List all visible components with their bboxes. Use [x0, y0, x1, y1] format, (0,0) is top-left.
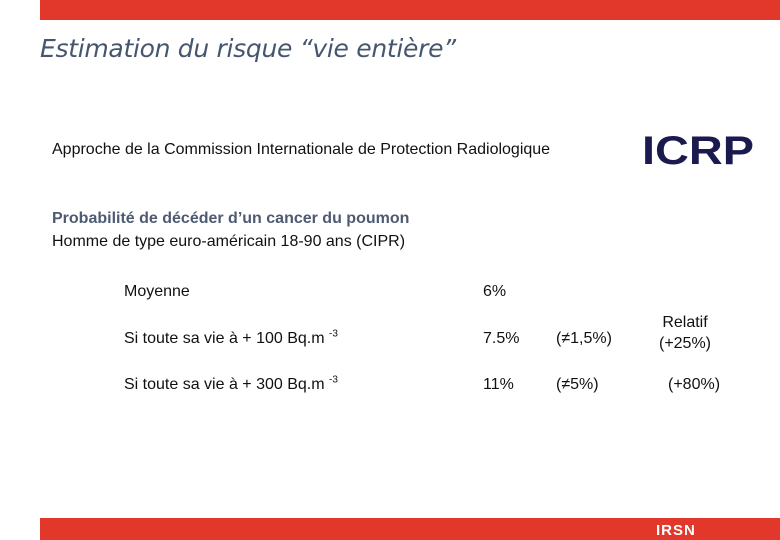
icrp-logo — [640, 128, 756, 170]
relative-value-300bq: (+80%) — [668, 376, 721, 393]
population-description: Homme de type euro-américain 18-90 ans (CIPR) — [52, 233, 406, 250]
commission-subtitle: Approche de la Commission Internationale de Protection Radiologique — [52, 141, 551, 158]
delta-value-100bq: (≠1,5%) — [556, 330, 612, 347]
relative-cell-100bq — [650, 312, 720, 354]
relative-header: Relatif — [662, 314, 708, 331]
row-label-moyenne: Moyenne — [124, 283, 190, 300]
risk-value-100bq: 7.5% — [483, 330, 520, 347]
risk-value-moyenne: 6% — [483, 283, 507, 300]
delta-value-300bq: (≠5%) — [556, 376, 599, 393]
slide-title: Estimation du risque “vie entière” — [40, 34, 456, 63]
icrp-logo-text: ICRP — [642, 129, 754, 170]
irsn-logo: IRSN — [656, 522, 696, 539]
risk-value-300bq: 11% — [483, 376, 514, 393]
top-accent-bar — [40, 0, 780, 20]
row-label-300bq-exponent: -3 — [329, 374, 338, 386]
row-label-300bq-text: Si toute sa vie à + 300 Bq.m — [124, 376, 325, 393]
row-label-300bq — [124, 376, 338, 394]
row-label-100bq — [124, 330, 338, 348]
row-label-100bq-exponent: -3 — [329, 328, 338, 340]
row-label-100bq-text: Si toute sa vie à + 100 Bq.m — [124, 330, 325, 347]
probability-heading: Probabilité de décéder d’un cancer du poumon — [52, 210, 410, 227]
relative-value-100bq: (+25%) — [658, 335, 712, 352]
